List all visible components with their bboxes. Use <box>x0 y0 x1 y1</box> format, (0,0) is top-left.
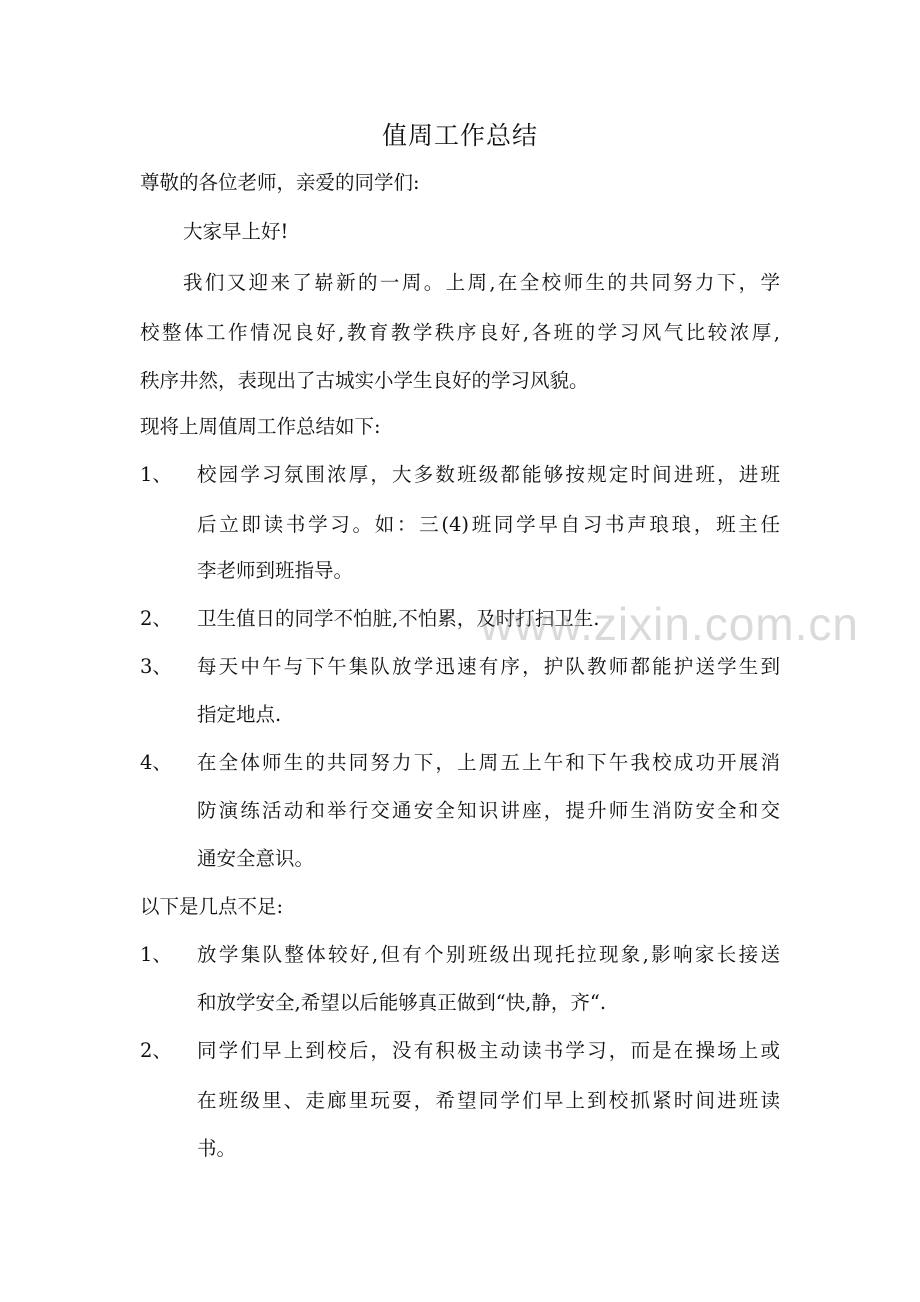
list-item-line: 同学们早上到校后，没有积极主动读书学习，而是在操场上或 <box>197 1039 780 1062</box>
list-item-line: 通安全意识。 <box>197 847 315 870</box>
list-item-line: 卫生值日的同学不怕脏,不怕累，及时打扫卫生. <box>197 607 600 630</box>
shortcomings-heading: 以下是几点不足: <box>140 895 284 918</box>
document-title: 值周工作总结 <box>381 121 538 150</box>
list-item-line: 校园学习氛围浓厚，大多数班级都能够按规定时间进班，进班 <box>197 463 780 486</box>
list-item-number: 1、 <box>140 943 172 966</box>
list-item-number: 2、 <box>140 1039 172 1062</box>
list-item-number: 2、 <box>140 607 172 630</box>
list-item-number: 3、 <box>140 655 172 678</box>
list-item-line: 防演练活动和举行交通安全知识讲座，提升师生消防安全和交 <box>197 799 780 822</box>
salutation: 尊敬的各位老师，亲爱的同学们: <box>140 171 420 194</box>
watermark: www.zixin.com.cn <box>480 598 859 650</box>
list-item-line: 书。 <box>197 1137 237 1160</box>
list-item-line: 在班级里、走廊里玩耍，希望同学们早上到校抓紧时间进班读 <box>197 1089 780 1112</box>
summary-heading: 现将上周值周工作总结如下: <box>140 415 381 438</box>
list-item-number: 1、 <box>140 463 172 486</box>
list-item-line: 李老师到班指导。 <box>197 559 354 582</box>
intro-line: 我们又迎来了崭新的一周。上周,在全校师生的共同努力下，学 <box>183 271 780 294</box>
greeting: 大家早上好! <box>183 220 289 243</box>
intro-line: 秩序井然，表现出了古城实小学生良好的学习风貌。 <box>140 369 589 392</box>
list-item-line: 在全体师生的共同努力下，上周五上午和下午我校成功开展消 <box>197 751 780 774</box>
list-item-number: 4、 <box>140 751 172 774</box>
list-item-line: 指定地点. <box>197 703 282 726</box>
list-item-line: 每天中午与下午集队放学迅速有序，护队教师都能护送学生到 <box>197 655 780 678</box>
list-item-line: 后立即读书学习。如：三(4)班同学早自习书声琅琅，班主任 <box>197 513 780 536</box>
list-item-line: 和放学安全,希望以后能够真正做到“快,静，齐“. <box>197 991 607 1014</box>
intro-line: 校整体工作情况良好,教育教学秩序良好,各班的学习风气比较浓厚, <box>140 321 780 344</box>
list-item-line: 放学集队整体较好,但有个别班级出现托拉现象,影响家长接送 <box>197 943 780 966</box>
